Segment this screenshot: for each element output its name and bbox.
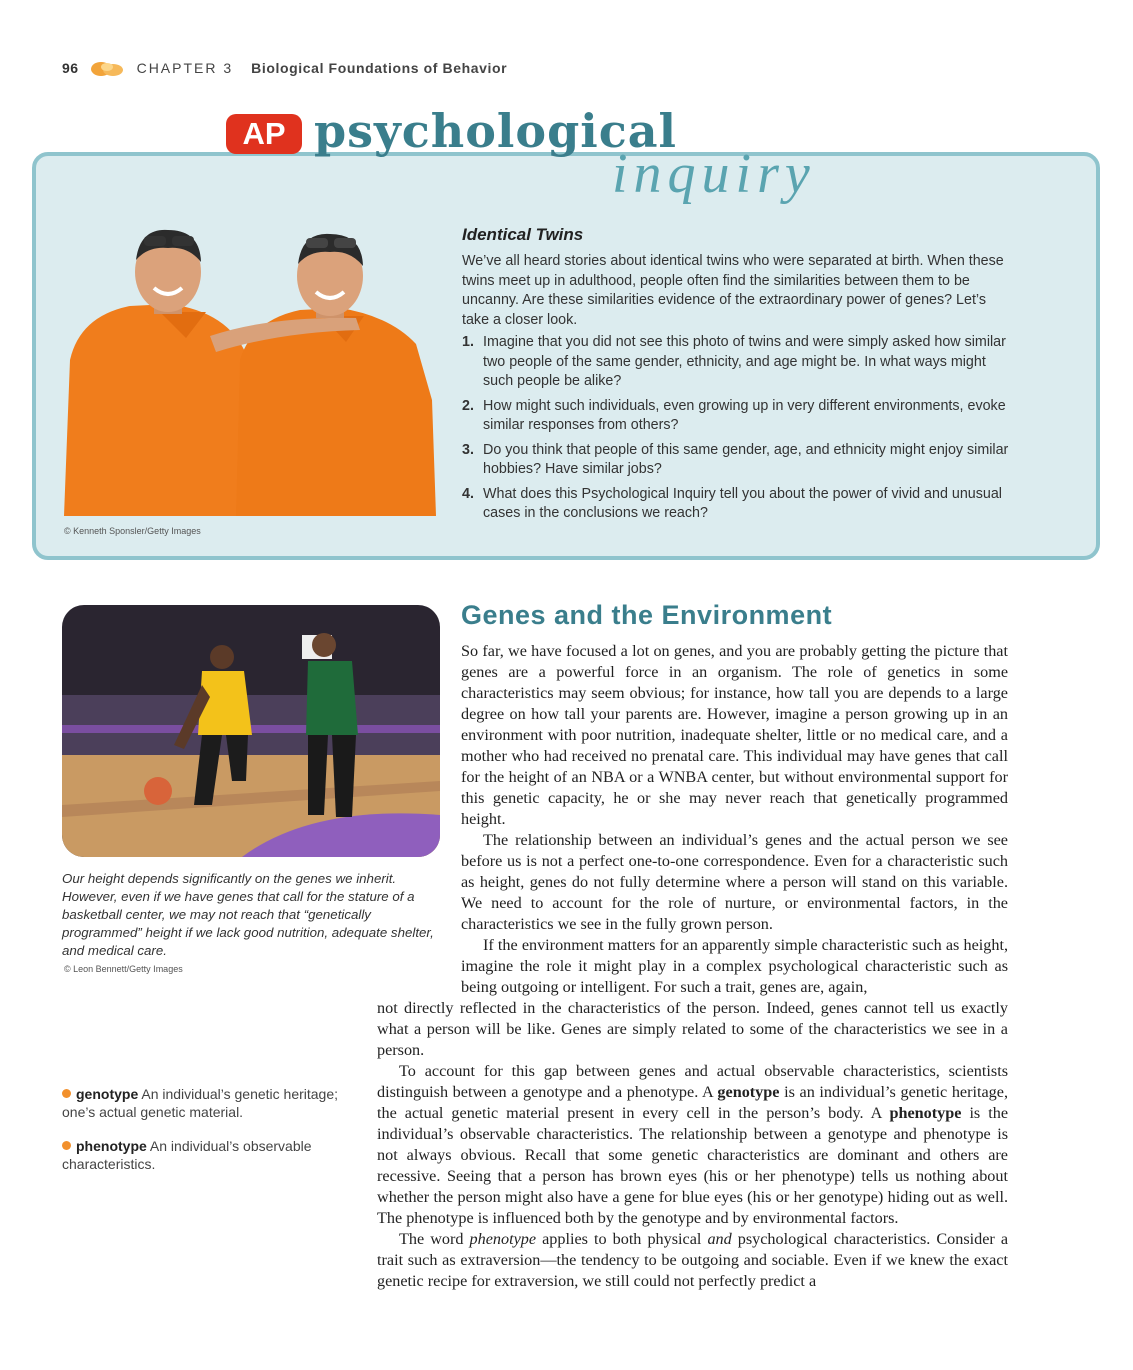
inquiry-question [462, 485, 1010, 524]
chapter-label: CHAPTER 3 [136, 60, 234, 76]
inquiry-question [462, 333, 1010, 392]
running-header [62, 58, 507, 78]
inquiry-intro: We’ve all heard stories about identical twins who were separated at birth. When these twins meet up in adulthood, people often find the similarities between them to be uncanny. Are these similarities evidence of the extraordinary power of genes? Let’s take a closer look. [462, 253, 1004, 328]
p4-text-b: is an individual’s genetic heritage, the actual genetic material present in every cell in the person’s body. A [377, 1083, 1009, 1122]
glossary-term: phenotype [76, 1138, 147, 1154]
paragraph-4 [377, 1061, 1008, 1229]
question-text: Do you think that people of this same gender, age, and ethnicity might enjoy similar hobbies? Have similar jobs? [483, 441, 1009, 477]
emphasis-phenotype: phenotype [469, 1230, 537, 1248]
basketball-photo [62, 605, 440, 857]
bullet-dot-icon [62, 1089, 71, 1098]
glossary-term: genotype [76, 1086, 139, 1102]
section-title: Genes and the Environment [461, 600, 833, 630]
ap-badge: AP [226, 114, 302, 154]
glossary-entry-genotype [62, 1085, 362, 1121]
p5-text-c: psychological characteristics. Consider a trait such as extraversion—the tendency to be outgoing and sociable. Even if we knew the exact genetic recipe for extraversion, we still could not perfectly predict a [377, 1230, 1009, 1290]
question-text: What does this Psychological Inquiry tell you about the power of vivid and unusual cases in the conclusions we reach? [483, 485, 1002, 521]
term-phenotype: phenotype [889, 1104, 962, 1122]
question-number: 4. [462, 485, 474, 502]
inquiry-heading: Identical Twins [462, 225, 584, 244]
page-number: 96 [62, 60, 79, 76]
question-number: 3. [462, 441, 474, 458]
question-text: Imagine that you did not see this photo of twins and were simply asked how similar two people of the same gender, ethnicity, and age might be. In what ways might such people be alike? [483, 334, 1006, 389]
inquiry-question [462, 397, 1010, 436]
twins-photo [60, 220, 440, 516]
inquiry-questions [462, 333, 1010, 529]
chapter-title: Biological Foundations of Behavior [251, 60, 508, 76]
paragraph-2: The relationship between an individual’s genes and the actual person we see before us is not a perfect one-to-one correspondence. Even for a characteristic such as height, genes do not fully determine where a person will stand on this variable. We need to account for the role of nurture, or environmental factors, in the characteristics we see in the fully grown person. [461, 831, 1008, 933]
basketball-photo-credit: © Leon Bennett/Getty Images [64, 964, 183, 974]
figure-caption: Our height depends significantly on the genes we inherit. However, even if we have genes that call for the stature of a basketball center, we may not reach that “genetically programmed” height if we lack good nutrition, adequate shelter, and medical care. [62, 871, 434, 958]
glossary-entry-phenotype [62, 1137, 362, 1173]
emphasis-and: and [707, 1230, 732, 1248]
inquiry-subtitle: inquiry [612, 143, 816, 205]
question-text: How might such individuals, even growing up in very different environments, evoke similar responses from others? [483, 397, 1006, 433]
term-genotype: genotype [717, 1083, 780, 1101]
question-number: 2. [462, 397, 474, 414]
bullet-dot-icon [62, 1141, 71, 1150]
p4-text-a: To account for this gap between genes and actual observable characteristics, scientists distinguish between a genotype and a phenotype. A [377, 1062, 1008, 1101]
inquiry-question [462, 441, 1010, 480]
narrow-text-column [461, 641, 1008, 998]
paragraph-3a: If the environment matters for an apparently simple characteristic such as height, imagine the role it might play in a complex psychological characteristic such as being outgoing or intelligent. For such a trait, genes are, again, [461, 936, 1008, 996]
glossary-definition: An individual’s observable characteristics. [62, 1138, 312, 1172]
chapter-orange-icon [89, 58, 125, 78]
question-number: 1. [462, 334, 474, 350]
inquiry-title: psychological [314, 104, 678, 158]
p5-text-b: applies to both physical [542, 1230, 702, 1248]
paragraph-3b: not directly reflected in the characteristics of the person. Indeed, genes cannot tell us exactly what a person will be like. Genes are simply related to some of the characteristics we see in a person. [377, 999, 1008, 1059]
paragraph-1: So far, we have focused a lot on genes, and you are probably getting the picture that genes are a powerful force in an organism. The role of genetics in some characteristics may seem obvious; for instance, how tall you are depends to a large degree on how tall your parents are. However, imagine a person growing up in an environment with poor nutrition, inadequate shelter, little or no medical care, and a mother who had received no prenatal care. This individual may have genes that call for the height of an NBA or a WNBA center, but without environmental support for this genetic capacity, he or she may never reach that genetically programmed height. [461, 642, 1008, 828]
p5-text-a: The word [399, 1230, 464, 1248]
wide-text-column [377, 998, 1008, 1292]
paragraph-5 [377, 1229, 1008, 1292]
glossary-definition: An individual’s genetic heritage; one’s actual genetic material. [62, 1086, 339, 1120]
p4-text-c: is the individual’s observable characteristics. The relationship between a genotype and phenotype is not always obvious. Recall that some genetic characteristics are dominant and others are recessive. Seeing that a person has brown eyes (his or her phenotype) tells us nothing about whether the person might also have a gene for blue eyes (his or her genotype) hiding out as well. The phenotype is influenced both by the genotype and by environmental factors. [377, 1104, 1009, 1227]
twins-photo-credit: © Kenneth Sponsler/Getty Images [64, 526, 201, 536]
